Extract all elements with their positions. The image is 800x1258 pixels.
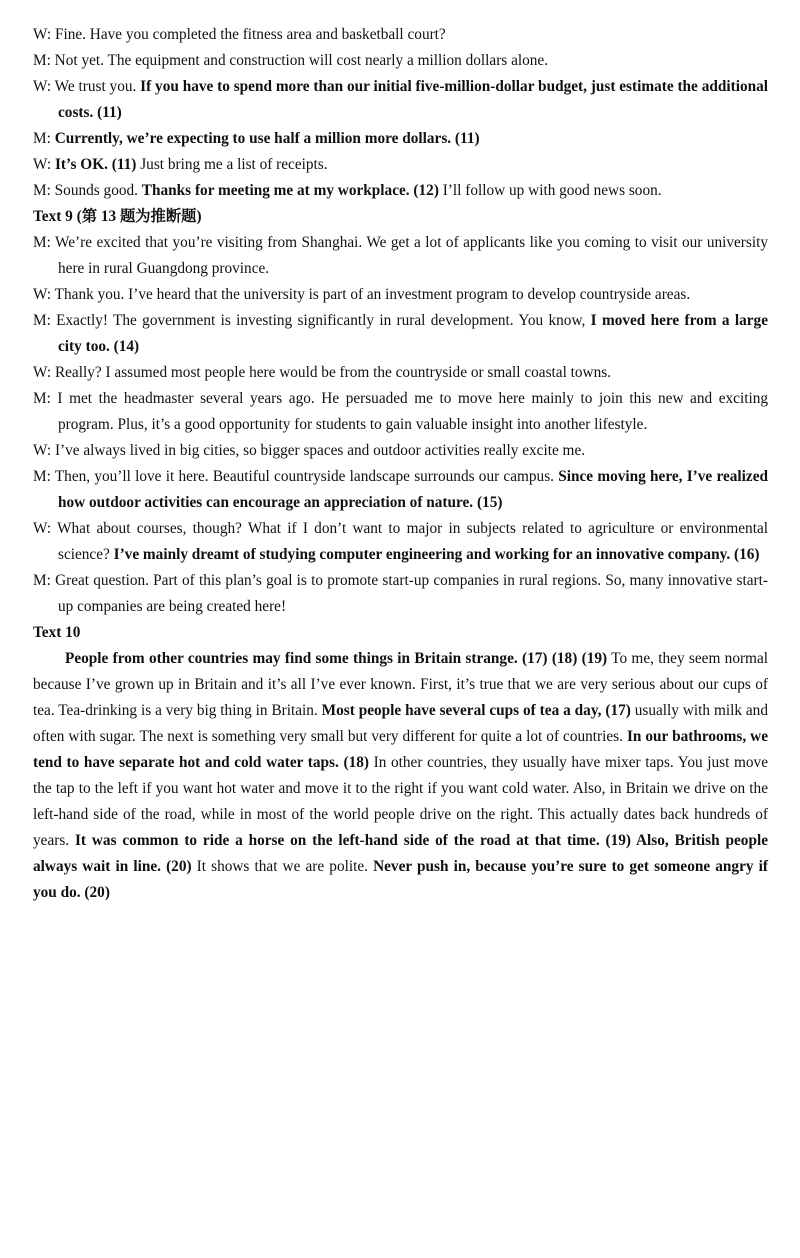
dialogue-line [33,126,768,152]
answer-key-text: I moved here from a large city too. (14) [58,312,768,355]
text-segment: usually with milk and often with sugar. The next is something very small but very different for quite a lot of countries. [33,702,768,745]
answer-key-text: Since moving here, I’ve realized how outdoor activities can encourage an appreciation of nature. (15) [58,468,768,511]
text-segment: W: We trust you. [33,78,141,95]
answer-key-text: Most people have several cups of tea a day, (17) [321,702,631,719]
answer-key-text: Text 9 (第 13 题为推断题) [33,208,202,225]
text-segment: To me, they seem normal because I’ve grown up in Britain and it’s all I’ve ever known. First, it’s true that we are very serious about our cups of tea. Tea-drinking is a very big thing in Britain. [33,650,768,719]
text-segment: M: Exactly! The government is investing significantly in rural development. You know, [33,312,591,329]
text-segment: In other countries, they usually have mixer taps. You just move the tap to the left if you want hot water and move it to the right if you want cold water. Also, in Britain we drive on the left-hand side of the road, while in most of the world people drive on the right. This actually dates back hundreds of years. [33,754,768,849]
dialogue-line [33,568,768,620]
answer-key-text: Currently, we’re expecting to use half a million more dollars. (11) [54,130,480,147]
dialogue-line [33,464,768,516]
dialogue-line [33,74,768,126]
answer-key-text: It was common to ride a horse on the left-hand side of the road at that time. (19) Also, British people always wait in line. (20) [33,832,768,875]
dialogue-line [33,386,768,438]
text-segment: M: We’re excited that you’re visiting from Shanghai. We get a lot of applicants like you coming to visit our university here in rural Guangdong province. [33,234,768,277]
text-segment: I’ll follow up with good news soon. [438,182,662,199]
text-segment: M: Great question. Part of this plan’s goal is to promote start-up companies in rural regions. So, many innovative start-up companies are being created here! [33,572,768,615]
text-segment: It shows that we are polite. [191,858,374,875]
section-heading [33,204,768,230]
text-segment: Just bring me a list of receipts. [136,156,328,173]
text-segment: W: I’ve always lived in big cities, so bigger spaces and outdoor activities really excite me. [33,442,586,459]
section-heading [33,620,768,646]
text-segment: W: Really? I assumed most people here would be from the countryside or small coastal towns. [33,364,612,381]
dialogue-line [33,438,768,464]
answer-key-text: Never push in, because you’re sure to get someone angry if you do. (20) [33,858,768,901]
text-segment: M: Not yet. The equipment and construction will cost nearly a million dollars alone. [33,52,549,69]
answer-key-text: If you have to spend more than our initial five-million-dollar budget, just estimate the additional costs. (11) [58,78,769,121]
dialogue-line [33,282,768,308]
dialogue-line [33,230,768,282]
text-segment: W: [33,156,55,173]
dialogue-line [33,152,768,178]
text-segment: M: Sounds good. [33,182,142,199]
dialogue-line [33,22,768,48]
passage-paragraph [33,646,768,906]
document-page [33,22,768,906]
answer-key-text: I’ve mainly dreamt of studying computer engineering and working for an innovative company. (16) [113,546,760,563]
dialogue-line [33,178,768,204]
answer-key-text: Text 10 [33,624,81,641]
text-segment: W: Thank you. I’ve heard that the university is part of an investment program to develop countryside areas. [33,286,691,303]
answer-key-text: In our bathrooms, we tend to have separate hot and cold water taps. (18) [33,728,768,771]
text-segment: M: I met the headmaster several years ago. He persuaded me to move here mainly to join this new and exciting program. Plus, it’s a good opportunity for students to gain valuable insight into another lifestyle. [33,390,768,433]
answer-key-text: Thanks for meeting me at my workplace. (12) [141,182,439,199]
dialogue-line [33,48,768,74]
text-segment: M: Then, you’ll love it here. Beautiful countryside landscape surrounds our campus. [33,468,559,485]
dialogue-line [33,516,768,568]
answer-key-text: People from other countries may find some things in Britain strange. (17) (18) (19) [65,650,608,667]
text-segment: M: [33,130,55,147]
text-segment: W: Fine. Have you completed the fitness area and basketball court? [33,26,446,43]
answer-key-text: It’s OK. (11) [54,156,137,173]
dialogue-line [33,360,768,386]
dialogue-line [33,308,768,360]
text-segment: W: What about courses, though? What if I don’t want to major in subjects related to agriculture or environmental science? [33,520,768,563]
